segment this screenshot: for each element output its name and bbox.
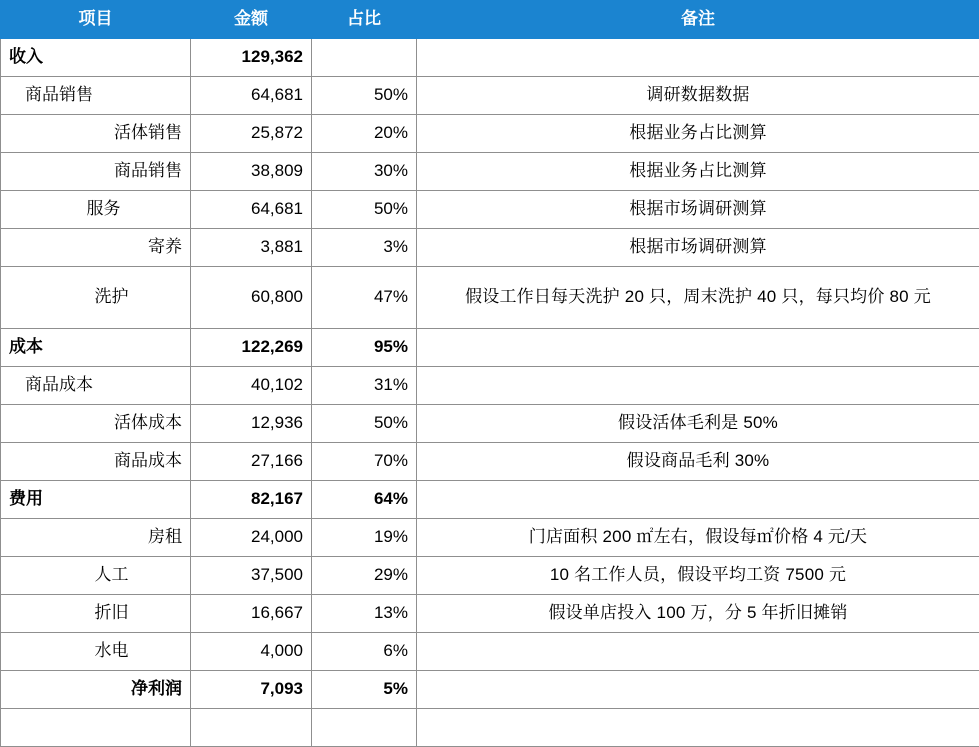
cell-ratio[interactable]: 50% [312, 77, 417, 115]
cell-item[interactable]: 成本 [1, 329, 191, 367]
column-header-ratio: 占比 [312, 1, 417, 39]
cell-amount[interactable]: 64,681 [191, 77, 312, 115]
cell-item[interactable]: 费用 [1, 481, 191, 519]
table-row [1, 671, 979, 709]
cell-ratio[interactable]: 70% [312, 443, 417, 481]
cell-item[interactable]: 服务 [1, 191, 191, 229]
table-row [1, 481, 979, 519]
table-row [1, 229, 979, 267]
cell-ratio[interactable]: 30% [312, 153, 417, 191]
cell-item[interactable]: 寄养 [1, 229, 191, 267]
cell-ratio[interactable]: 31% [312, 367, 417, 405]
cell-ratio[interactable]: 50% [312, 191, 417, 229]
cell-note[interactable]: 调研数据数据 [417, 77, 979, 115]
cell-item[interactable]: 活体成本 [1, 405, 191, 443]
cell-note[interactable]: 根据市场调研测算 [417, 191, 979, 229]
table-row [1, 709, 979, 747]
cell-amount[interactable]: 38,809 [191, 153, 312, 191]
table-body [1, 39, 979, 747]
table-row [1, 443, 979, 481]
table-header-row [1, 1, 979, 39]
cell-ratio[interactable]: 20% [312, 115, 417, 153]
cell-note[interactable] [417, 671, 979, 709]
cell-note[interactable] [417, 481, 979, 519]
column-header-note: 备注 [417, 1, 979, 39]
cell-note[interactable]: 根据业务占比测算 [417, 115, 979, 153]
cell-amount[interactable]: 129,362 [191, 39, 312, 77]
cell-amount[interactable]: 3,881 [191, 229, 312, 267]
cell-note[interactable]: 假设活体毛利是 50% [417, 405, 979, 443]
cell-item[interactable]: 净利润 [1, 671, 191, 709]
cell-note[interactable]: 10 名工作人员，假设平均工资 7500 元 [417, 557, 979, 595]
cell-amount[interactable]: 64,681 [191, 191, 312, 229]
cell-note[interactable] [417, 39, 979, 77]
cell-ratio[interactable]: 13% [312, 595, 417, 633]
table-row [1, 191, 979, 229]
cell-ratio[interactable]: 19% [312, 519, 417, 557]
cell-item[interactable]: 收入 [1, 39, 191, 77]
table-row [1, 153, 979, 191]
table-row [1, 39, 979, 77]
cell-item[interactable]: 商品销售 [1, 77, 191, 115]
cell-amount[interactable]: 12,936 [191, 405, 312, 443]
cell-ratio[interactable]: 3% [312, 229, 417, 267]
cell-ratio[interactable]: 5% [312, 671, 417, 709]
cell-ratio[interactable] [312, 709, 417, 747]
cell-note[interactable]: 根据市场调研测算 [417, 229, 979, 267]
cell-amount[interactable]: 82,167 [191, 481, 312, 519]
cell-note[interactable] [417, 633, 979, 671]
table-row [1, 267, 979, 329]
cell-item[interactable]: 洗护 [1, 267, 191, 329]
cell-note[interactable] [417, 709, 979, 747]
cell-amount[interactable]: 25,872 [191, 115, 312, 153]
table-row [1, 519, 979, 557]
column-header-item: 项目 [1, 1, 191, 39]
cell-item[interactable]: 商品销售 [1, 153, 191, 191]
cell-item[interactable]: 折旧 [1, 595, 191, 633]
cell-item[interactable]: 商品成本 [1, 367, 191, 405]
cell-note[interactable]: 假设商品毛利 30% [417, 443, 979, 481]
cell-amount[interactable]: 122,269 [191, 329, 312, 367]
cell-note[interactable] [417, 329, 979, 367]
table-row [1, 595, 979, 633]
cell-amount[interactable]: 40,102 [191, 367, 312, 405]
cell-ratio[interactable]: 47% [312, 267, 417, 329]
cell-amount[interactable] [191, 709, 312, 747]
cell-ratio[interactable]: 95% [312, 329, 417, 367]
table-row [1, 633, 979, 671]
column-header-amount: 金额 [191, 1, 312, 39]
cell-item[interactable]: 水电 [1, 633, 191, 671]
cell-amount[interactable]: 24,000 [191, 519, 312, 557]
table-row [1, 367, 979, 405]
cell-amount[interactable]: 7,093 [191, 671, 312, 709]
cell-amount[interactable]: 60,800 [191, 267, 312, 329]
table-row [1, 557, 979, 595]
cell-note[interactable] [417, 367, 979, 405]
table-row [1, 329, 979, 367]
cell-ratio[interactable]: 50% [312, 405, 417, 443]
cell-item[interactable]: 活体销售 [1, 115, 191, 153]
table-row [1, 115, 979, 153]
cell-item[interactable] [1, 709, 191, 747]
table-row [1, 405, 979, 443]
cell-ratio[interactable]: 29% [312, 557, 417, 595]
cell-ratio[interactable] [312, 39, 417, 77]
cell-item[interactable]: 人工 [1, 557, 191, 595]
cell-note[interactable]: 根据业务占比测算 [417, 153, 979, 191]
cell-amount[interactable]: 16,667 [191, 595, 312, 633]
cell-ratio[interactable]: 64% [312, 481, 417, 519]
cell-note[interactable]: 门店面积 200 ㎡左右，假设每㎡价格 4 元/天 [417, 519, 979, 557]
cell-amount[interactable]: 27,166 [191, 443, 312, 481]
cell-amount[interactable]: 37,500 [191, 557, 312, 595]
cell-amount[interactable]: 4,000 [191, 633, 312, 671]
table-row [1, 77, 979, 115]
cell-note[interactable]: 假设单店投入 100 万，分 5 年折旧摊销 [417, 595, 979, 633]
table-header [1, 1, 979, 39]
cell-note[interactable]: 假设工作日每天洗护 20 只，周末洗护 40 只，每只均价 80 元 [417, 267, 979, 329]
cell-ratio[interactable]: 6% [312, 633, 417, 671]
cell-item[interactable]: 商品成本 [1, 443, 191, 481]
cell-item[interactable]: 房租 [1, 519, 191, 557]
